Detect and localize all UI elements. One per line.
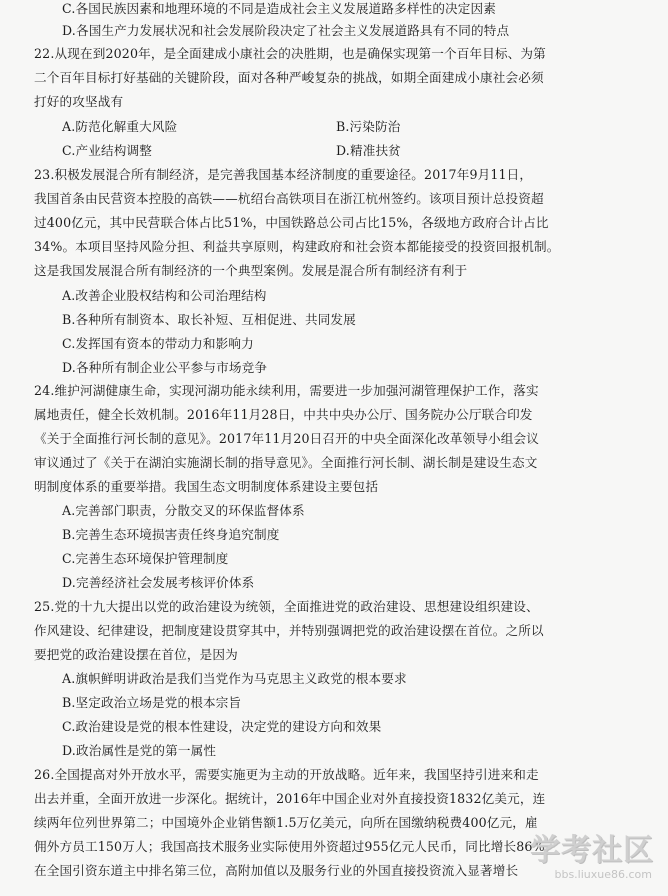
q25-option-c: C.政治建设是党的根本性建设，决定党的建设方向和效果 [62,719,382,734]
q24-stem-line-2: 属地责任，健全长效机制。2016年11月28日，中共中央办公厅、国务院办公厅联合印发 [34,407,533,422]
q26-stem-line-4: 佣外方员工150万人；我国高技术服务业实际使用外资超过955亿元人民币，同比增长86% [34,839,545,854]
q22-option-a: A.防范化解重大风险 [62,119,178,134]
q23-stem-line-4: 34%。本项目坚持风险分担、利益共享原则，构建政府和社会资本都能接受的投资回报机制。 [34,239,560,254]
q22-option-b: B.污染防治 [336,119,401,134]
q23-stem-line-3: 过400亿元，其中民营联合体占比51%，中国铁路总公司占比15%，各级地方政府合计占比 [34,215,549,230]
q24-stem-line-1: 24.维护河湖健康生命，实现河湖功能永续利用，需要进一步加强河湖管理保护工作，落实 [34,383,539,398]
q23-option-c: C.发挥国有资本的带动力和影响力 [62,336,254,351]
q22-stem-line-1: 22.从现在到2020年，是全面建成小康社会的决胜期，也是确保实现第一个百年目标、为第 [34,46,546,61]
q25-option-a: A.旗帜鲜明讲政治是我们当党作为马克思主义政党的根本要求 [62,671,407,686]
q26-stem-line-2: 出去并重，全面开放进一步深化。据统计，2016年中国企业对外直接投资1832亿美元，连 [34,791,546,806]
q24-stem-line-4: 审议通过了《关于在湖泊实施湖长制的指导意见》。全面推行河长制、湖长制是建设生态文 [34,455,538,470]
q24-option-b: B.完善生态环境损害责任终身追究制度 [62,527,280,542]
q22-option-d: D.精准扶贫 [336,143,401,158]
q25-option-b: B.坚定政治立场是党的根本宗旨 [62,695,242,710]
watermark-logo-text: 学考社区 [530,833,654,868]
q23-stem-line-2: 我国首条由民营资本控股的高铁——杭绍台高铁项目在浙江杭州签约。该项目预计总投资超 [34,191,544,206]
watermark-url: bbs.liuxue86.com [554,868,652,881]
q24-option-c: C.完善生态环境保护管理制度 [62,551,229,566]
q24-stem-line-5: 明制度体系的重要举措。我国生态文明制度体系建设主要包括 [34,479,379,494]
q25-stem-line-2: 作风建设、纪律建设，把制度建设贯穿其中，并特别强调把党的政治建设摆在首位。之所以 [34,623,544,638]
q26-stem-line-1: 26.全国提高对外开放水平，需要实施更为主动的开放战略。近年来，我国坚持引进来和走 [34,767,539,782]
q25-option-d: D.政治属性是党的第一属性 [62,743,217,758]
q22-stem-line-3: 打好的攻坚战有 [34,94,124,109]
q23-stem-line-1: 23.积极发展混合所有制经济，是完善我国基本经济制度的重要途径。2017年9月11日， [34,167,533,182]
q21-option-c: C.各国民族因素和地理环境的不同是造成社会主义发展道路多样性的决定因素 [62,1,497,16]
q25-stem-line-1: 25.党的十九大提出以党的政治建设为统领，全面推进党的政治建设、思想建设组织建设、 [34,599,539,614]
q21-option-d: D.各国生产力发展状况和社会发展阶段决定了社会主义发展道路具有不同的特点 [62,23,510,38]
q23-option-d: D.各种所有制企业公平参与市场竞争 [62,360,268,375]
q23-stem-line-5: 这是我国发展混合所有制经济的一个典型案例。发展是混合所有制经济有利于 [34,263,468,278]
q26-stem-line-5: 在全国引资东道主中排名第三位，高附加值以及服务行业的外国直接投资流入显著增长 [34,863,519,878]
q25-stem-line-3: 要把党的政治建设摆在首位，是因为 [34,647,238,662]
q26-stem-line-3: 续两年位列世界第二；中国境外企业销售额1.5万亿美元，向所在国缴纳税费400亿元，雇 [34,815,538,830]
q22-option-c: C.产业结构调整 [62,143,152,158]
site-watermark [510,834,660,886]
q24-option-d: D.完善经济社会发展考核评价体系 [62,575,255,590]
q24-stem-line-3: 《关于全面推行河长制的意见》。2017年11月20日召开的中央全面深化改革领导小组会议 [34,431,540,446]
q22-stem-line-2: 二个百年目标打好基础的关键阶段，面对各种严峻复杂的挑战，如期全面建成小康社会必须 [34,70,544,85]
q23-option-b: B.各种所有制资本、取长补短、互相促进、共同发展 [62,312,356,327]
q24-option-a: A.完善部门职责，分散交叉的环保监督体系 [62,503,305,518]
q23-option-a: A.改善企业股权结构和公司治理结构 [62,288,267,303]
